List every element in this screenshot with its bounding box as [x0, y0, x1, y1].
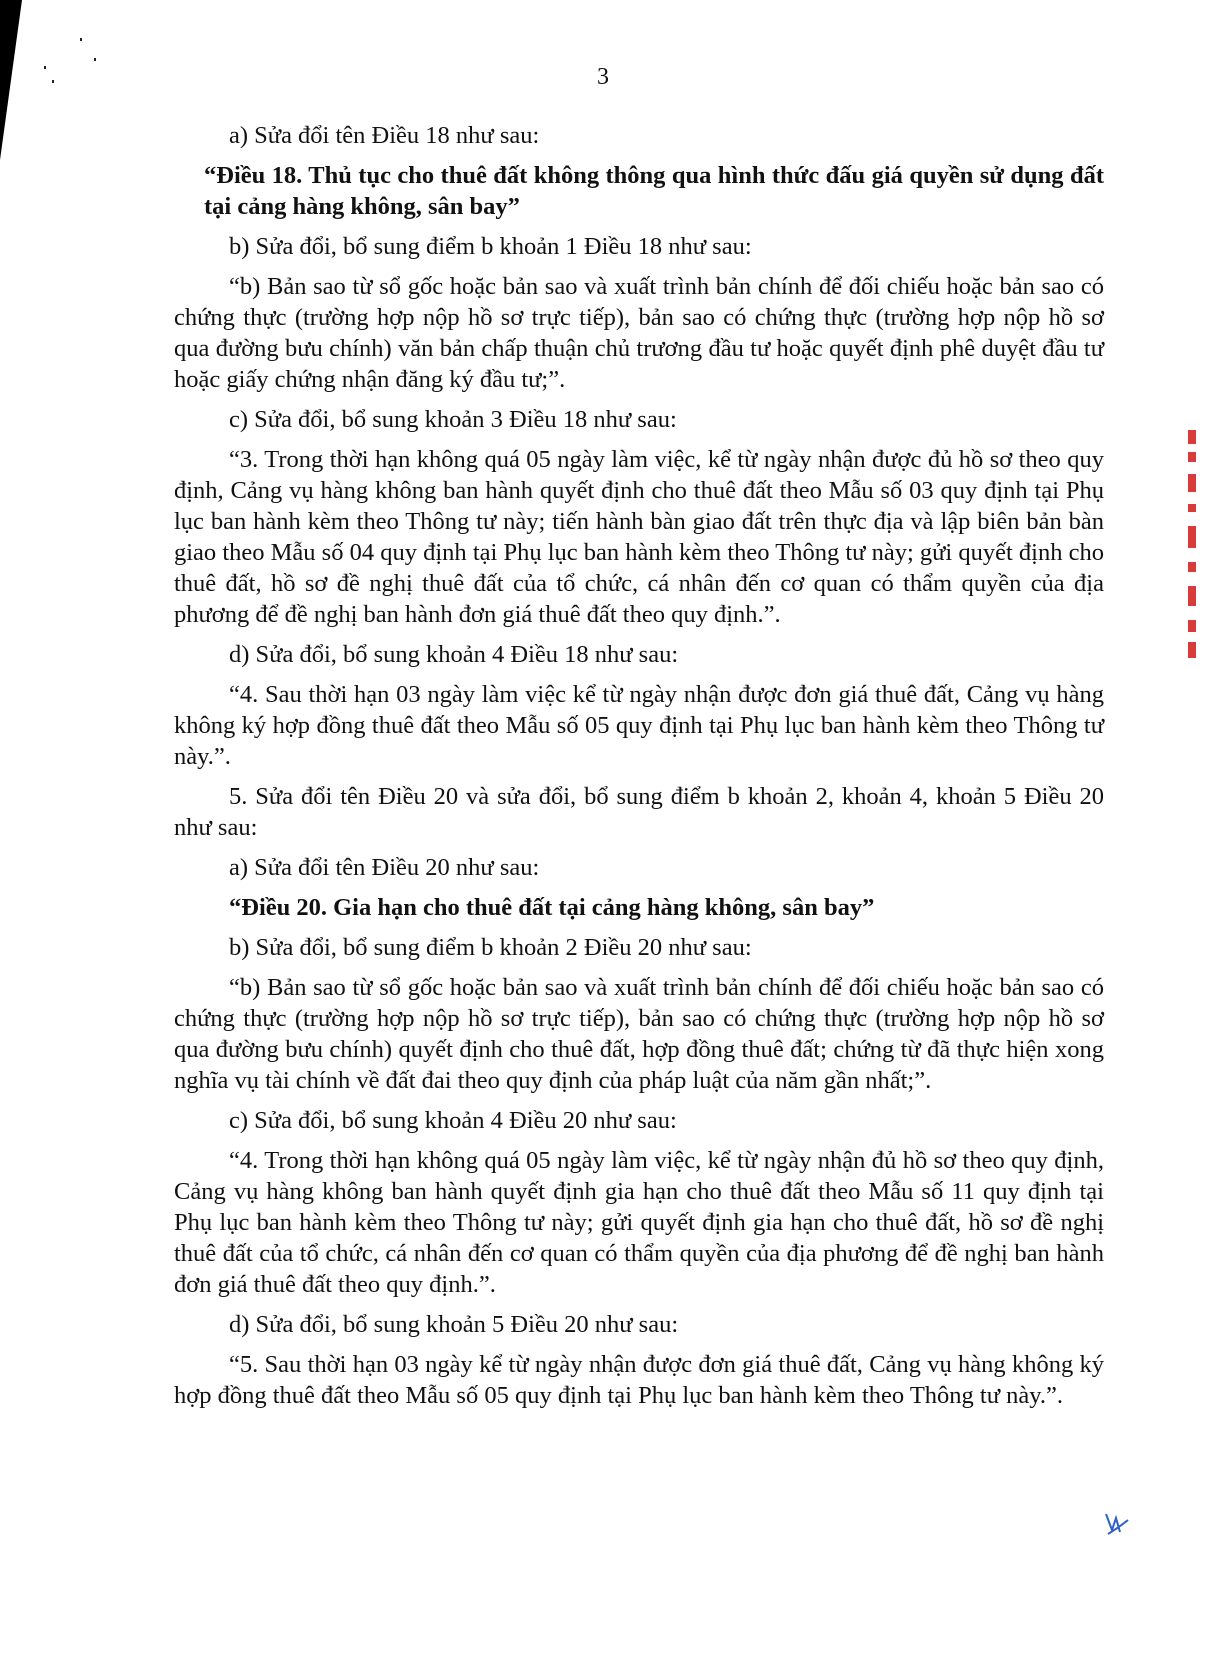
paragraph-20-2b-content: “b) Bản sao từ sổ gốc hoặc bản sao và xuất trình bản chính để đối chiếu hoặc bản sao có chứng thực (trường hợp nộp hồ sơ trực tiếp), bản sao có chứng thực (trường hợp nộp hồ sơ qua đường bưu chính) quyết định cho thuê đất, hợp đồng thuê đất; chứng từ đã thực hiện xong nghĩa vụ tài chính về đất đai theo quy định của pháp luật của năm gần nhất;”. [174, 974, 1104, 1094]
paragraph-item-5: 5. Sửa đổi tên Điều 20 và sửa đổi, bổ sung điểm b khoản 2, khoản 4, khoản 5 Điều 20 như sau: [174, 783, 1104, 841]
paragraph-amend-18-3: c) Sửa đổi, bổ sung khoản 3 Điều 18 như sau: [229, 406, 677, 433]
paragraph-amend-title-18: a) Sửa đổi tên Điều 18 như sau: [229, 122, 540, 149]
paragraph-amend-20-4: c) Sửa đổi, bổ sung khoản 4 Điều 20 như sau: [229, 1107, 677, 1134]
paragraph-amend-18-1b: b) Sửa đổi, bổ sung điểm b khoản 1 Điều 18 như sau: [229, 233, 752, 260]
paragraph-20-5-content: “5. Sau thời hạn 03 ngày kể từ ngày nhận được đơn giá thuê đất, Cảng vụ hàng không ký hợp đồng thuê đất theo Mẫu số 05 quy định tại Phụ lục ban hành kèm theo Thông tư này.”. [174, 1351, 1104, 1409]
paragraph-amend-20-2b: b) Sửa đổi, bổ sung điểm b khoản 2 Điều 20 như sau: [229, 934, 752, 961]
article-20-title: “Điều 20. Gia hạn cho thuê đất tại cảng hàng không, sân bay” [229, 894, 875, 921]
initial-signature-icon [1102, 1510, 1130, 1536]
scan-speck [80, 38, 82, 41]
red-seal-edge [1188, 430, 1198, 660]
paragraph-amend-title-20: a) Sửa đổi tên Điều 20 như sau: [229, 854, 540, 881]
paragraph-20-4-content: “4. Trong thời hạn không quá 05 ngày làm việc, kể từ ngày nhận đủ hồ sơ theo quy định, Cảng vụ hàng không ban hành quyết định gia hạn cho thuê đất theo Mẫu số 11 quy định tại Phụ lục ban hành kèm theo Thông tư này; gửi quyết định gia hạn cho thuê đất, hồ sơ đề nghị thuê đất của tổ chức, cá nhân đến cơ quan có thẩm quyền của địa phương để đề nghị ban hành đơn giá thuê đất theo quy định.”. [174, 1147, 1104, 1298]
paragraph-amend-20-5: d) Sửa đổi, bổ sung khoản 5 Điều 20 như sau: [229, 1311, 679, 1338]
page-number: 3 [597, 64, 609, 90]
paragraph-18-1b-content: “b) Bản sao từ sổ gốc hoặc bản sao và xuất trình bản chính để đối chiếu hoặc bản sao có chứng thực (trường hợp nộp hồ sơ trực tiếp), bản sao có chứng thực (trường hợp nộp hồ sơ qua đường bưu chính) văn bản chấp thuận chủ trương đầu tư hoặc quyết định phê duyệt đầu tư hoặc giấy chứng nhận đăng ký đầu tư;”. [174, 273, 1104, 393]
scan-speck [94, 58, 96, 61]
paragraph-amend-18-4: d) Sửa đổi, bổ sung khoản 4 Điều 18 như sau: [229, 641, 679, 668]
paragraph-18-4-content: “4. Sau thời hạn 03 ngày làm việc kể từ ngày nhận được đơn giá thuê đất, Cảng vụ hàng không ký hợp đồng thuê đất theo Mẫu số 05 quy định tại Phụ lục ban hành kèm theo Thông tư này.”. [174, 681, 1104, 770]
article-18-title: “Điều 18. Thủ tục cho thuê đất không thông qua hình thức đấu giá quyền sử dụng đất tại cảng hàng không, sân bay” [204, 162, 1104, 220]
document-body [174, 120, 1104, 1420]
paragraph-18-3-content: “3. Trong thời hạn không quá 05 ngày làm việc, kể từ ngày nhận được đủ hồ sơ theo quy định, Cảng vụ hàng không ban hành quyết định cho thuê đất theo Mẫu số 03 quy định tại Phụ lục ban hành kèm theo Thông tư này; tiến hành bàn giao đất trên thực địa và lập biên bản bàn giao theo Mẫu số 04 quy định tại Phụ lục ban hành kèm theo Thông tư này; gửi quyết định cho thuê đất, hồ sơ đề nghị thuê đất của tổ chức, cá nhân đến cơ quan có thẩm quyền của địa phương để đề nghị ban hành đơn giá thuê đất theo quy định.”. [174, 446, 1104, 628]
